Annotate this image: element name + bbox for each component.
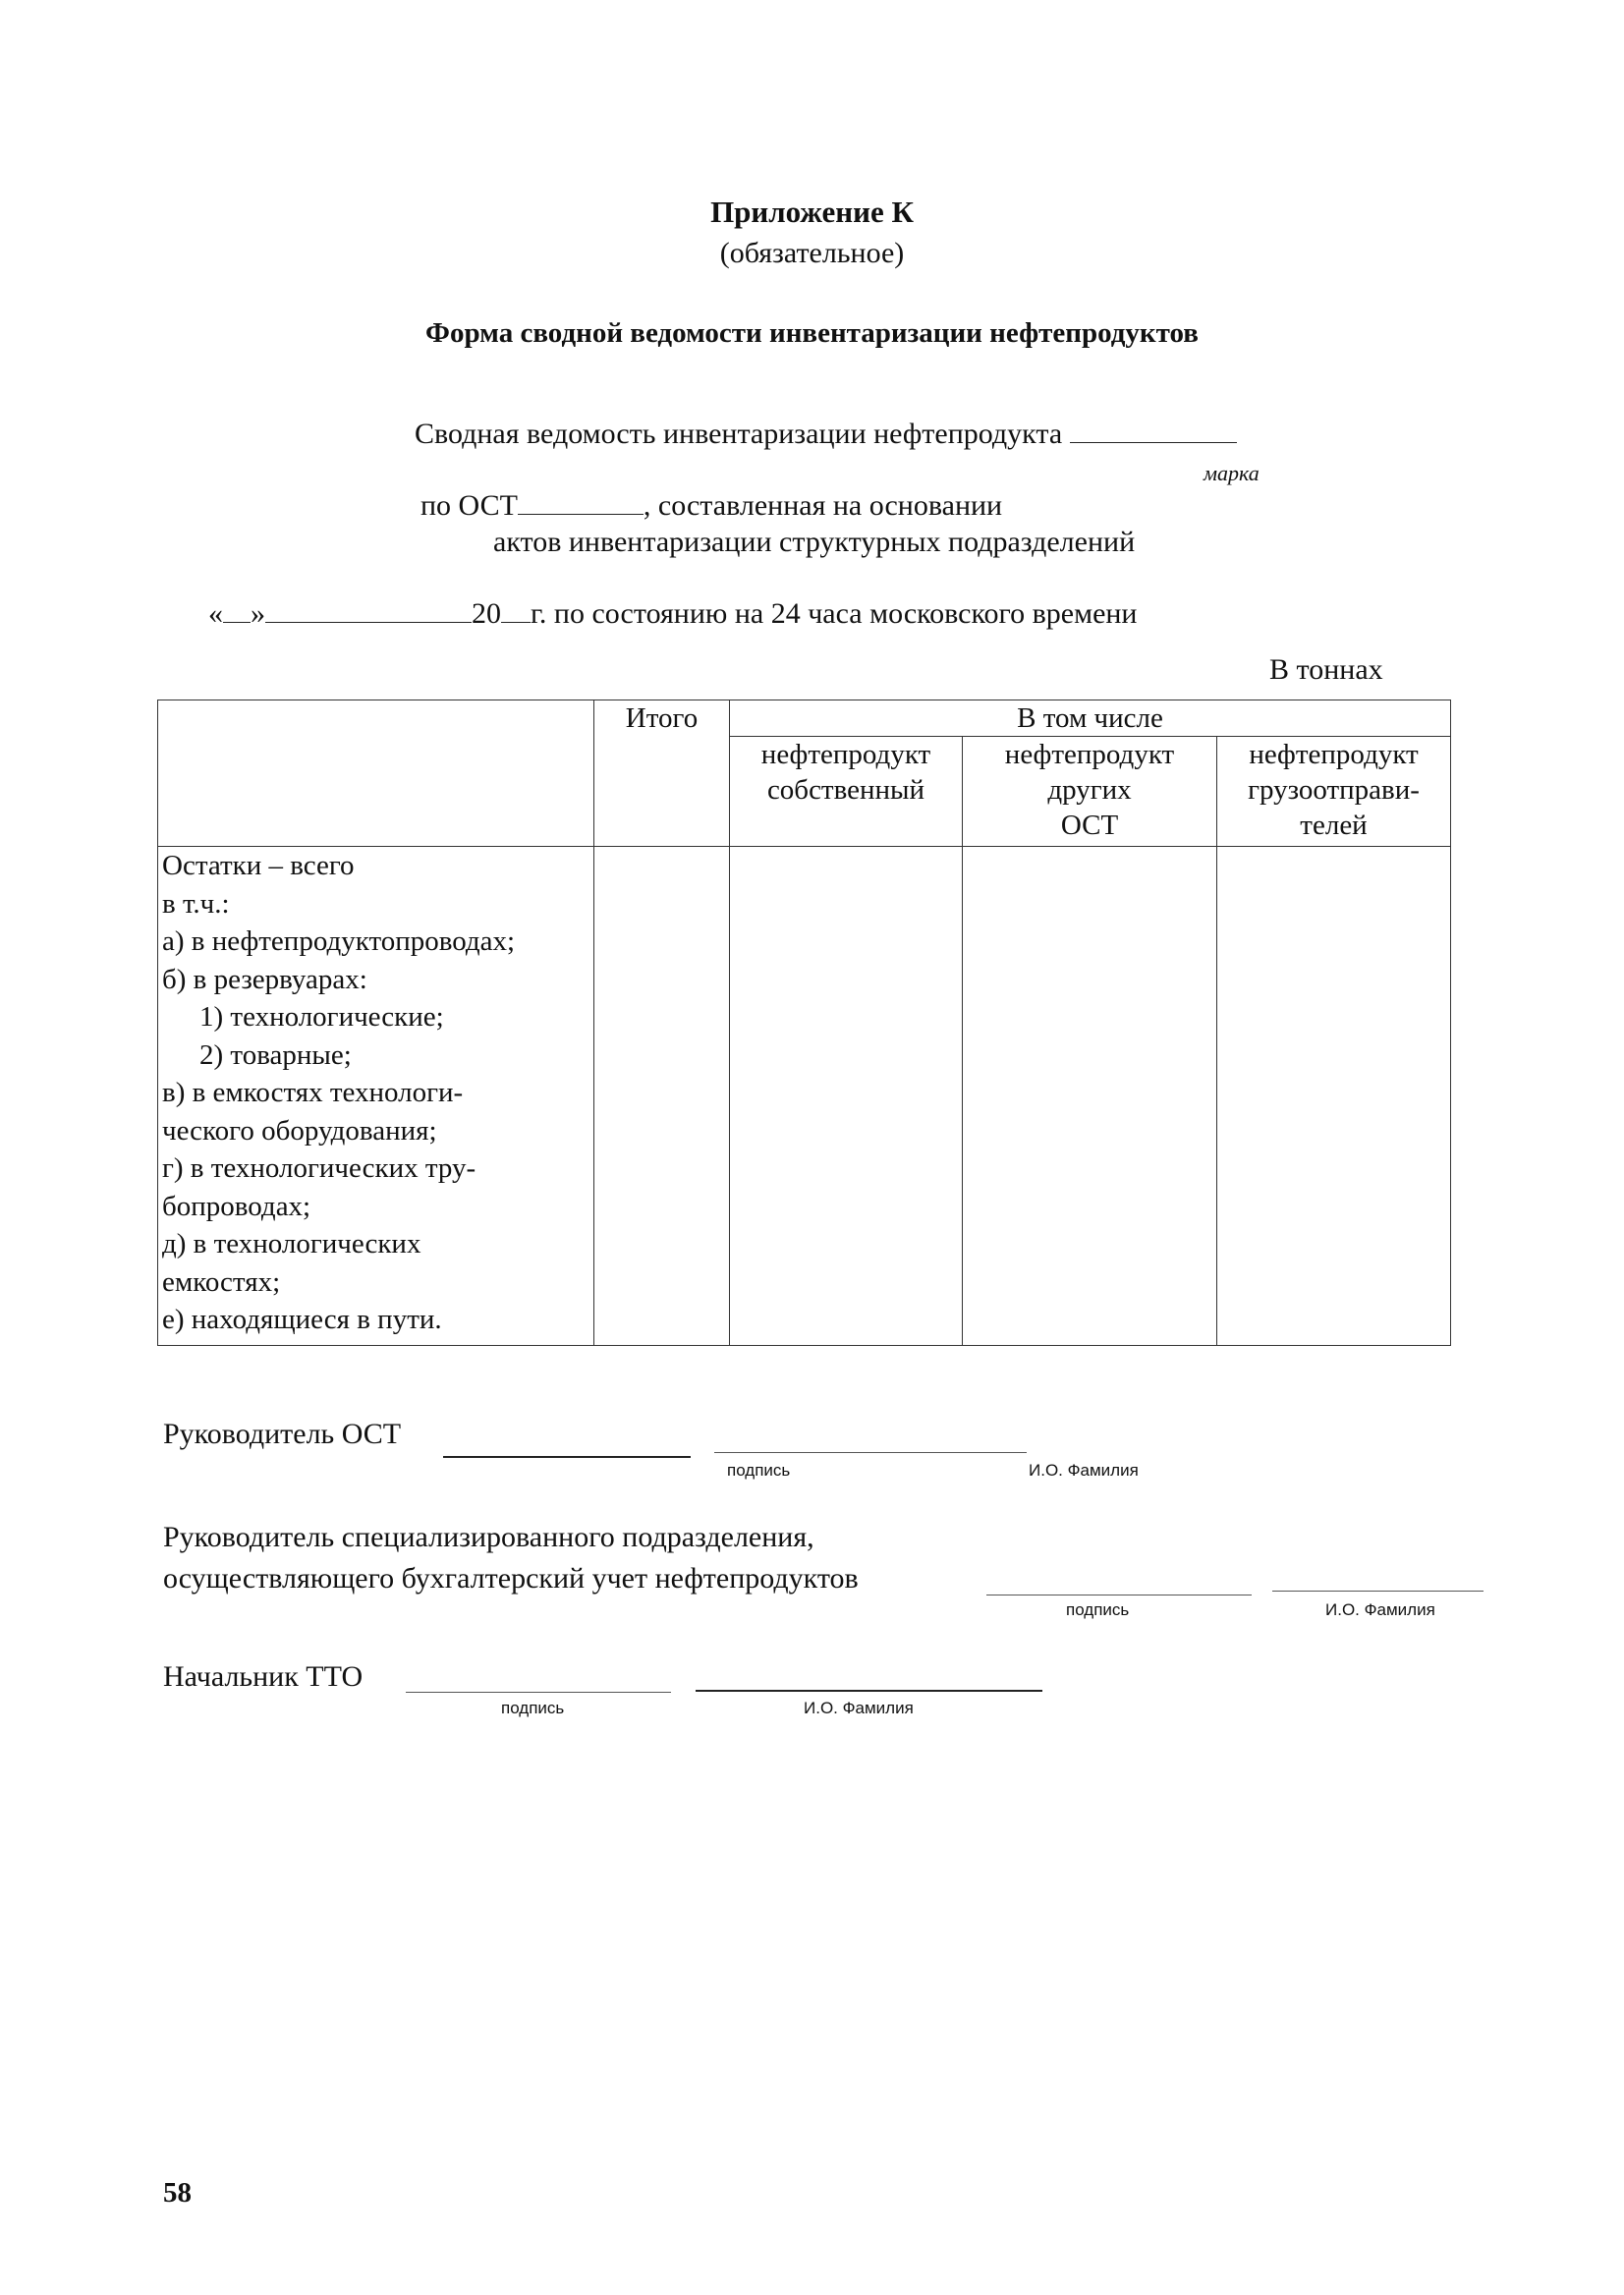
head-special-signature-caption: подпись — [1066, 1600, 1130, 1619]
head-special-label-2: осуществляющего бухгалтерский учет нефтепродуктов — [163, 1562, 859, 1595]
other-ost-value-cell[interactable] — [963, 847, 1217, 1346]
month-blank — [265, 596, 472, 623]
day-blank — [223, 596, 251, 623]
row-label: 1) технологические; — [199, 1001, 444, 1033]
year-prefix: 20 — [472, 597, 501, 630]
brand-caption: марка — [1204, 461, 1260, 485]
header-shippers — [1217, 737, 1451, 847]
page-number: 58 — [163, 2177, 192, 2209]
header-empty-cell — [158, 700, 594, 847]
shippers-value-cell[interactable] — [1217, 847, 1451, 1346]
ost-prefix: по ОСТ — [420, 489, 518, 522]
statement-line-2 — [420, 488, 1002, 523]
head-tto-label: Начальник ТТО — [163, 1660, 364, 1693]
header-other-line-2: других — [1047, 774, 1132, 806]
row-labels-cell — [158, 847, 594, 1346]
brand-blank — [1070, 417, 1237, 443]
date-open-quote: « — [208, 597, 223, 630]
header-own-product — [730, 737, 963, 847]
date-line — [208, 596, 1138, 631]
row-label: Остатки – всего — [162, 850, 355, 881]
date-close-quote: » — [251, 597, 265, 630]
row-label: в) в емкостях технологи- — [162, 1077, 464, 1108]
ost-blank — [518, 488, 644, 515]
row-label: емкостях; — [162, 1265, 281, 1298]
header-other-ost — [963, 737, 1217, 847]
header-other-line-1: нефтепродукт — [1004, 739, 1175, 770]
table-row — [158, 847, 1451, 1346]
statement-line-1-text: Сводная ведомость инвентаризации нефтепродукта — [415, 418, 1063, 450]
head-ost-name-line[interactable] — [714, 1452, 1027, 1453]
row-label: б) в резервуарах: — [162, 963, 367, 995]
appendix-status: (обязательное) — [719, 237, 905, 269]
head-special-name-line[interactable] — [1272, 1591, 1484, 1592]
head-tto-name-line[interactable] — [696, 1690, 1042, 1692]
row-label: г) в технологических тру- — [162, 1152, 476, 1184]
statement-line-1 — [415, 417, 1237, 451]
head-special-name-caption: И.О. Фамилия — [1325, 1600, 1435, 1619]
header-own-line-1: нефтепродукт — [760, 739, 931, 770]
date-suffix: г. по состоянию на 24 часа московского времени — [531, 597, 1138, 630]
header-including: В том числе — [730, 700, 1451, 737]
head-ost-name-caption: И.О. Фамилия — [1029, 1461, 1139, 1480]
table-header-row-1 — [158, 700, 1451, 737]
head-special-label-1: Руководитель специализированного подразделения, — [163, 1521, 814, 1553]
head-ost-signature-caption: подпись — [727, 1461, 791, 1480]
row-label: е) находящиеся в пути. — [162, 1304, 442, 1335]
head-tto-name-caption: И.О. Фамилия — [804, 1699, 914, 1717]
row-label: ческого оборудования; — [162, 1114, 437, 1147]
head-ost-label: Руководитель ОСТ — [163, 1418, 402, 1450]
head-tto-signature-line[interactable] — [406, 1692, 671, 1693]
row-label: 2) товарные; — [199, 1038, 352, 1071]
statement-line-3: актов инвентаризации структурных подразделений — [493, 526, 1136, 558]
row-label: а) в нефтепродуктопроводах; — [162, 925, 516, 957]
form-title: Форма сводной ведомости инвентаризации нефтепродуктов — [425, 317, 1199, 349]
header-shippers-line-2: грузоотправи- — [1248, 774, 1420, 806]
total-value-cell[interactable] — [594, 847, 730, 1346]
head-ost-signature-line[interactable] — [443, 1456, 691, 1458]
header-own-line-2: собственный — [766, 774, 925, 806]
ost-suffix: , составленная на основании — [643, 489, 1003, 522]
units-label: В тоннах — [1269, 653, 1383, 686]
header-shippers-line-3: телей — [1300, 810, 1368, 841]
row-label: д) в технологических — [162, 1228, 421, 1259]
row-label: бопроводах; — [162, 1190, 311, 1222]
appendix-title: Приложение К — [710, 195, 914, 229]
inventory-table — [157, 700, 1451, 1346]
header-other-line-3: ОСТ — [1060, 810, 1119, 841]
header-shippers-line-1: нефтепродукт — [1249, 739, 1419, 770]
head-tto-signature-caption: подпись — [501, 1699, 565, 1717]
year-blank — [501, 596, 531, 623]
own-value-cell[interactable] — [730, 847, 963, 1346]
header-total: Итого — [594, 700, 730, 847]
row-label: в т.ч.: — [162, 887, 230, 920]
